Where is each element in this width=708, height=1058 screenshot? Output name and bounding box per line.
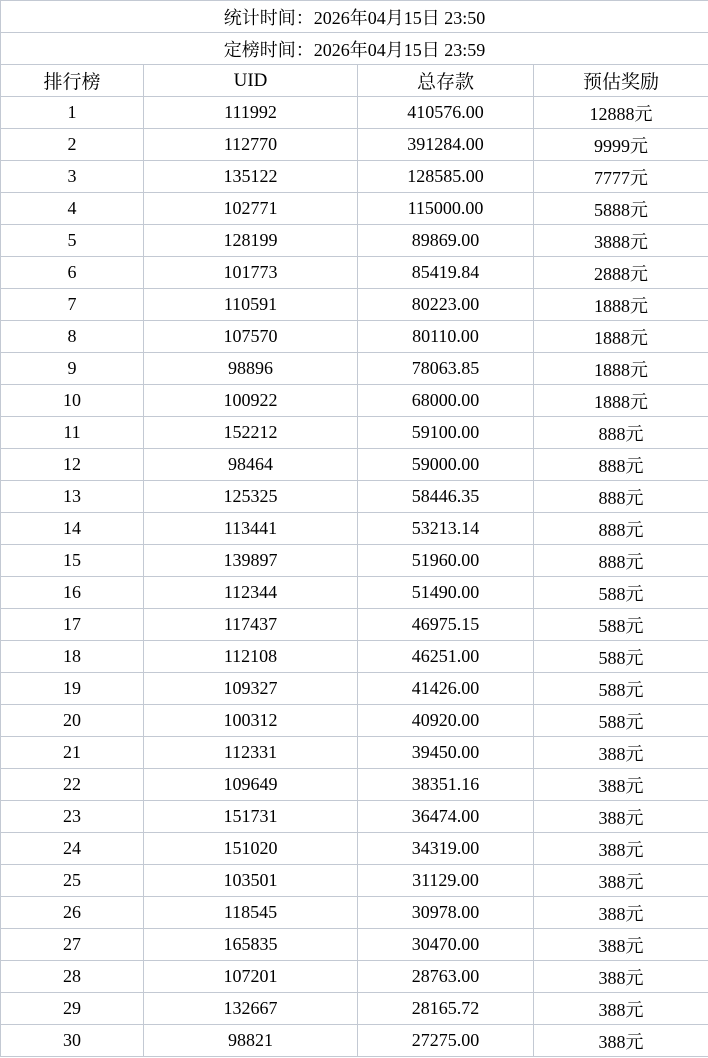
uid-cell: 117437 xyxy=(144,609,358,641)
uid-cell: 110591 xyxy=(144,289,358,321)
table-row xyxy=(1,1025,708,1057)
table-row xyxy=(1,417,708,449)
deposit-cell: 46975.15 xyxy=(358,609,534,641)
rank-cell: 12 xyxy=(1,449,144,481)
uid-cell: 107570 xyxy=(144,321,358,353)
table-row xyxy=(1,833,708,865)
reward-cell: 388元 xyxy=(534,801,708,833)
rank-cell: 15 xyxy=(1,545,144,577)
column-header-reward: 预估奖励 xyxy=(534,65,708,97)
deposit-cell: 41426.00 xyxy=(358,673,534,705)
deposit-cell: 410576.00 xyxy=(358,97,534,129)
deposit-cell: 128585.00 xyxy=(358,161,534,193)
reward-cell: 588元 xyxy=(534,577,708,609)
deposit-cell: 58446.35 xyxy=(358,481,534,513)
rank-cell: 21 xyxy=(1,737,144,769)
rank-cell: 14 xyxy=(1,513,144,545)
column-header-deposit: 总存款 xyxy=(358,65,534,97)
column-header-uid: UID xyxy=(144,65,358,97)
uid-cell: 100922 xyxy=(144,385,358,417)
rank-cell: 16 xyxy=(1,577,144,609)
reward-cell: 388元 xyxy=(534,961,708,993)
deposit-cell: 28165.72 xyxy=(358,993,534,1025)
rank-cell: 5 xyxy=(1,225,144,257)
reward-cell: 2888元 xyxy=(534,257,708,289)
deposit-cell: 46251.00 xyxy=(358,641,534,673)
rank-cell: 29 xyxy=(1,993,144,1025)
table-row xyxy=(1,865,708,897)
uid-cell: 112344 xyxy=(144,577,358,609)
deposit-cell: 36474.00 xyxy=(358,801,534,833)
uid-cell: 102771 xyxy=(144,193,358,225)
uid-cell: 111992 xyxy=(144,97,358,129)
deposit-cell: 80110.00 xyxy=(358,321,534,353)
reward-cell: 388元 xyxy=(534,993,708,1025)
rank-cell: 2 xyxy=(1,129,144,161)
rank-cell: 13 xyxy=(1,481,144,513)
uid-cell: 165835 xyxy=(144,929,358,961)
final-time xyxy=(1,33,708,65)
rank-cell: 3 xyxy=(1,161,144,193)
uid-cell: 98896 xyxy=(144,353,358,385)
reward-cell: 1888元 xyxy=(534,289,708,321)
deposit-cell: 68000.00 xyxy=(358,385,534,417)
rank-cell: 17 xyxy=(1,609,144,641)
table-row xyxy=(1,673,708,705)
table-row xyxy=(1,481,708,513)
reward-cell: 888元 xyxy=(534,545,708,577)
table-row xyxy=(1,705,708,737)
stat-time-value: 2026年04月15日 23:50 xyxy=(313,7,486,28)
rank-cell: 8 xyxy=(1,321,144,353)
rank-cell: 9 xyxy=(1,353,144,385)
uid-cell: 112770 xyxy=(144,129,358,161)
uid-cell: 109649 xyxy=(144,769,358,801)
rank-cell: 19 xyxy=(1,673,144,705)
reward-cell: 5888元 xyxy=(534,193,708,225)
rank-cell: 30 xyxy=(1,1025,144,1057)
table-row xyxy=(1,641,708,673)
deposit-cell: 59100.00 xyxy=(358,417,534,449)
deposit-cell: 51960.00 xyxy=(358,545,534,577)
reward-cell: 1888元 xyxy=(534,385,708,417)
deposit-cell: 53213.14 xyxy=(358,513,534,545)
table-row xyxy=(1,801,708,833)
deposit-cell: 80223.00 xyxy=(358,289,534,321)
uid-cell: 118545 xyxy=(144,897,358,929)
table-row xyxy=(1,353,708,385)
deposit-cell: 40920.00 xyxy=(358,705,534,737)
uid-cell: 98821 xyxy=(144,1025,358,1057)
table-row xyxy=(1,449,708,481)
rank-cell: 28 xyxy=(1,961,144,993)
deposit-cell: 27275.00 xyxy=(358,1025,534,1057)
table-row xyxy=(1,385,708,417)
reward-cell: 588元 xyxy=(534,673,708,705)
table-row xyxy=(1,961,708,993)
table-row xyxy=(1,193,708,225)
reward-cell: 9999元 xyxy=(534,129,708,161)
deposit-cell: 38351.16 xyxy=(358,769,534,801)
rank-cell: 22 xyxy=(1,769,144,801)
table-row xyxy=(1,289,708,321)
uid-cell: 135122 xyxy=(144,161,358,193)
table-row xyxy=(1,225,708,257)
rank-cell: 10 xyxy=(1,385,144,417)
deposit-cell: 51490.00 xyxy=(358,577,534,609)
table-row xyxy=(1,161,708,193)
rank-cell: 27 xyxy=(1,929,144,961)
table-row xyxy=(1,737,708,769)
rank-cell: 25 xyxy=(1,865,144,897)
uid-cell: 100312 xyxy=(144,705,358,737)
rank-cell: 1 xyxy=(1,97,144,129)
uid-cell: 98464 xyxy=(144,449,358,481)
reward-cell: 1888元 xyxy=(534,353,708,385)
deposit-cell: 28763.00 xyxy=(358,961,534,993)
reward-cell: 888元 xyxy=(534,417,708,449)
reward-cell: 388元 xyxy=(534,929,708,961)
stat-time xyxy=(1,1,708,33)
rank-cell: 6 xyxy=(1,257,144,289)
uid-cell: 109327 xyxy=(144,673,358,705)
reward-cell: 888元 xyxy=(534,481,708,513)
rank-cell: 4 xyxy=(1,193,144,225)
rank-cell: 24 xyxy=(1,833,144,865)
table-row xyxy=(1,769,708,801)
reward-cell: 1888元 xyxy=(534,321,708,353)
reward-cell: 888元 xyxy=(534,449,708,481)
reward-cell: 7777元 xyxy=(534,161,708,193)
reward-cell: 888元 xyxy=(534,513,708,545)
uid-cell: 139897 xyxy=(144,545,358,577)
reward-cell: 588元 xyxy=(534,609,708,641)
uid-cell: 112331 xyxy=(144,737,358,769)
final-time-row xyxy=(1,33,708,65)
stat-time-row xyxy=(1,1,708,33)
reward-cell: 388元 xyxy=(534,737,708,769)
table-row xyxy=(1,545,708,577)
deposit-cell: 30978.00 xyxy=(358,897,534,929)
deposit-cell: 115000.00 xyxy=(358,193,534,225)
uid-cell: 113441 xyxy=(144,513,358,545)
table-row xyxy=(1,577,708,609)
reward-cell: 12888元 xyxy=(534,97,708,129)
deposit-cell: 78063.85 xyxy=(358,353,534,385)
table-row xyxy=(1,993,708,1025)
table-row xyxy=(1,929,708,961)
rank-cell: 23 xyxy=(1,801,144,833)
reward-cell: 588元 xyxy=(534,641,708,673)
uid-cell: 151020 xyxy=(144,833,358,865)
deposit-cell: 85419.84 xyxy=(358,257,534,289)
rank-cell: 20 xyxy=(1,705,144,737)
uid-cell: 107201 xyxy=(144,961,358,993)
deposit-cell: 59000.00 xyxy=(358,449,534,481)
uid-cell: 125325 xyxy=(144,481,358,513)
uid-cell: 151731 xyxy=(144,801,358,833)
deposit-cell: 31129.00 xyxy=(358,865,534,897)
uid-cell: 132667 xyxy=(144,993,358,1025)
rank-cell: 26 xyxy=(1,897,144,929)
table-row xyxy=(1,609,708,641)
column-header-rank: 排行榜 xyxy=(1,65,144,97)
table-row xyxy=(1,897,708,929)
final-time-label: 定榜时间： xyxy=(223,39,314,60)
deposit-cell: 34319.00 xyxy=(358,833,534,865)
table-row xyxy=(1,257,708,289)
header-row xyxy=(1,65,708,97)
uid-cell: 103501 xyxy=(144,865,358,897)
deposit-cell: 30470.00 xyxy=(358,929,534,961)
table-row xyxy=(1,321,708,353)
deposit-cell: 39450.00 xyxy=(358,737,534,769)
stat-time-label: 统计时间： xyxy=(223,7,314,28)
table-row xyxy=(1,129,708,161)
reward-cell: 388元 xyxy=(534,1025,708,1057)
uid-cell: 112108 xyxy=(144,641,358,673)
uid-cell: 152212 xyxy=(144,417,358,449)
reward-cell: 3888元 xyxy=(534,225,708,257)
reward-cell: 388元 xyxy=(534,865,708,897)
uid-cell: 128199 xyxy=(144,225,358,257)
reward-cell: 388元 xyxy=(534,833,708,865)
reward-cell: 388元 xyxy=(534,897,708,929)
uid-cell: 101773 xyxy=(144,257,358,289)
final-time-value: 2026年04月15日 23:59 xyxy=(313,39,486,60)
rank-cell: 11 xyxy=(1,417,144,449)
reward-cell: 388元 xyxy=(534,769,708,801)
deposit-cell: 391284.00 xyxy=(358,129,534,161)
deposit-cell: 89869.00 xyxy=(358,225,534,257)
rank-cell: 18 xyxy=(1,641,144,673)
table-row xyxy=(1,97,708,129)
reward-cell: 588元 xyxy=(534,705,708,737)
rank-cell: 7 xyxy=(1,289,144,321)
table-row xyxy=(1,513,708,545)
